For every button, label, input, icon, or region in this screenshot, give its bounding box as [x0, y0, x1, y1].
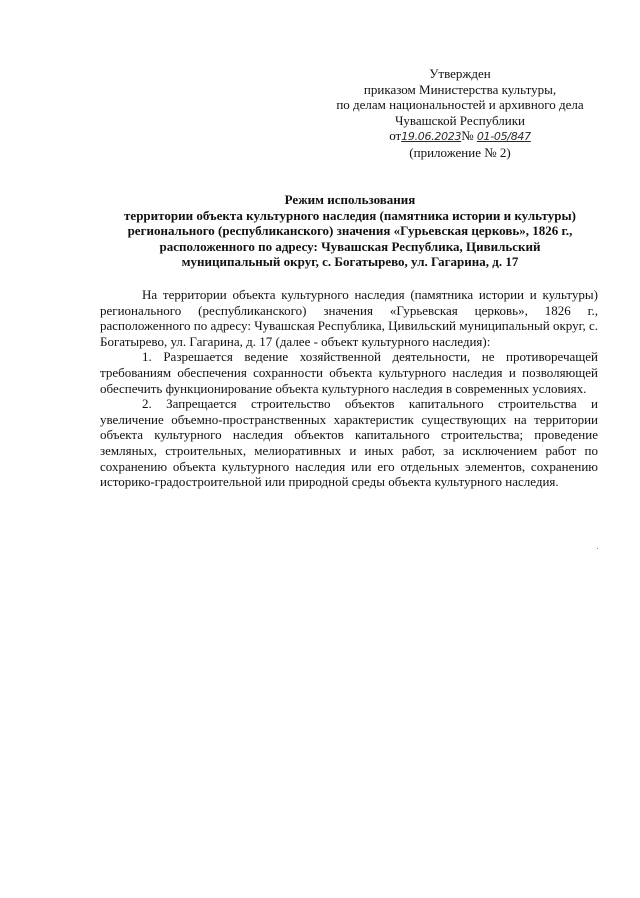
title-line-3: регионального (республиканского) значения «Гурьевская церковь», 1826 г.,: [127, 223, 573, 239]
intro-paragraph: На территории объекта культурного наследия (памятника истории и культуры) регионального (республиканского) значения «Гурьевская церковь», 1826 г., расположенного по адресу: Чувашская Республика, Цивильский муниципальный округ, с. Богатырево, ул. Гагарина, д. 17 (далее - объект культурного наследия):: [100, 287, 598, 349]
approval-number-sign: №: [461, 128, 474, 143]
approval-from-prefix: от: [389, 128, 402, 143]
document-body: [100, 287, 598, 490]
title-line-2: территории объекта культурного наследия (памятника истории и культуры): [124, 207, 576, 223]
approval-number-handwritten: 01-05/847: [476, 130, 531, 143]
approval-republic-line: Чувашской Республики: [394, 112, 526, 128]
approval-date-number-line: [300, 128, 620, 145]
approval-approved-label: Утвержден: [429, 66, 491, 81]
document-title: [100, 192, 600, 270]
permitted-activities-paragraph: 1. Разрешается ведение хозяйственной деятельности, не противоречащей требованиям обеспечения сохранности объекта культурного наследия и позволяющей обеспечить функционирование объекта культурного наследия в современных условиях.: [100, 349, 598, 396]
approval-attachment-label: (приложение № 2): [409, 144, 511, 160]
prohibited-activities-paragraph: 2. Запрещается строительство объектов капитального строительства и увеличение объемно-пространственных характеристик существующих на территории объекта культурного наследия объектов капитального строительства; проведение земляных, строительных, мелиоративных и иных работ, за исключением работ по сохранению объекта культурного наследия или его отдельных элементов, сохранению историко-градостроительной или природной среды объекта культурного наследия.: [100, 396, 598, 490]
approval-stamp-block: [300, 66, 620, 160]
title-line-5: муниципальный округ, с. Богатырево, ул. Гагарина, д. 17: [181, 254, 519, 270]
scan-speck: [597, 548, 598, 549]
title-line-4: расположенного по адресу: Чувашская Республика, Цивильский: [159, 238, 541, 254]
approval-order-line: приказом Министерства культуры,: [363, 81, 557, 97]
approval-ministry-line: по делам национальностей и архивного дела: [336, 97, 584, 112]
title-line-1: Режим использования: [284, 192, 416, 207]
approval-date-handwritten: 19.06.2023: [401, 130, 462, 143]
